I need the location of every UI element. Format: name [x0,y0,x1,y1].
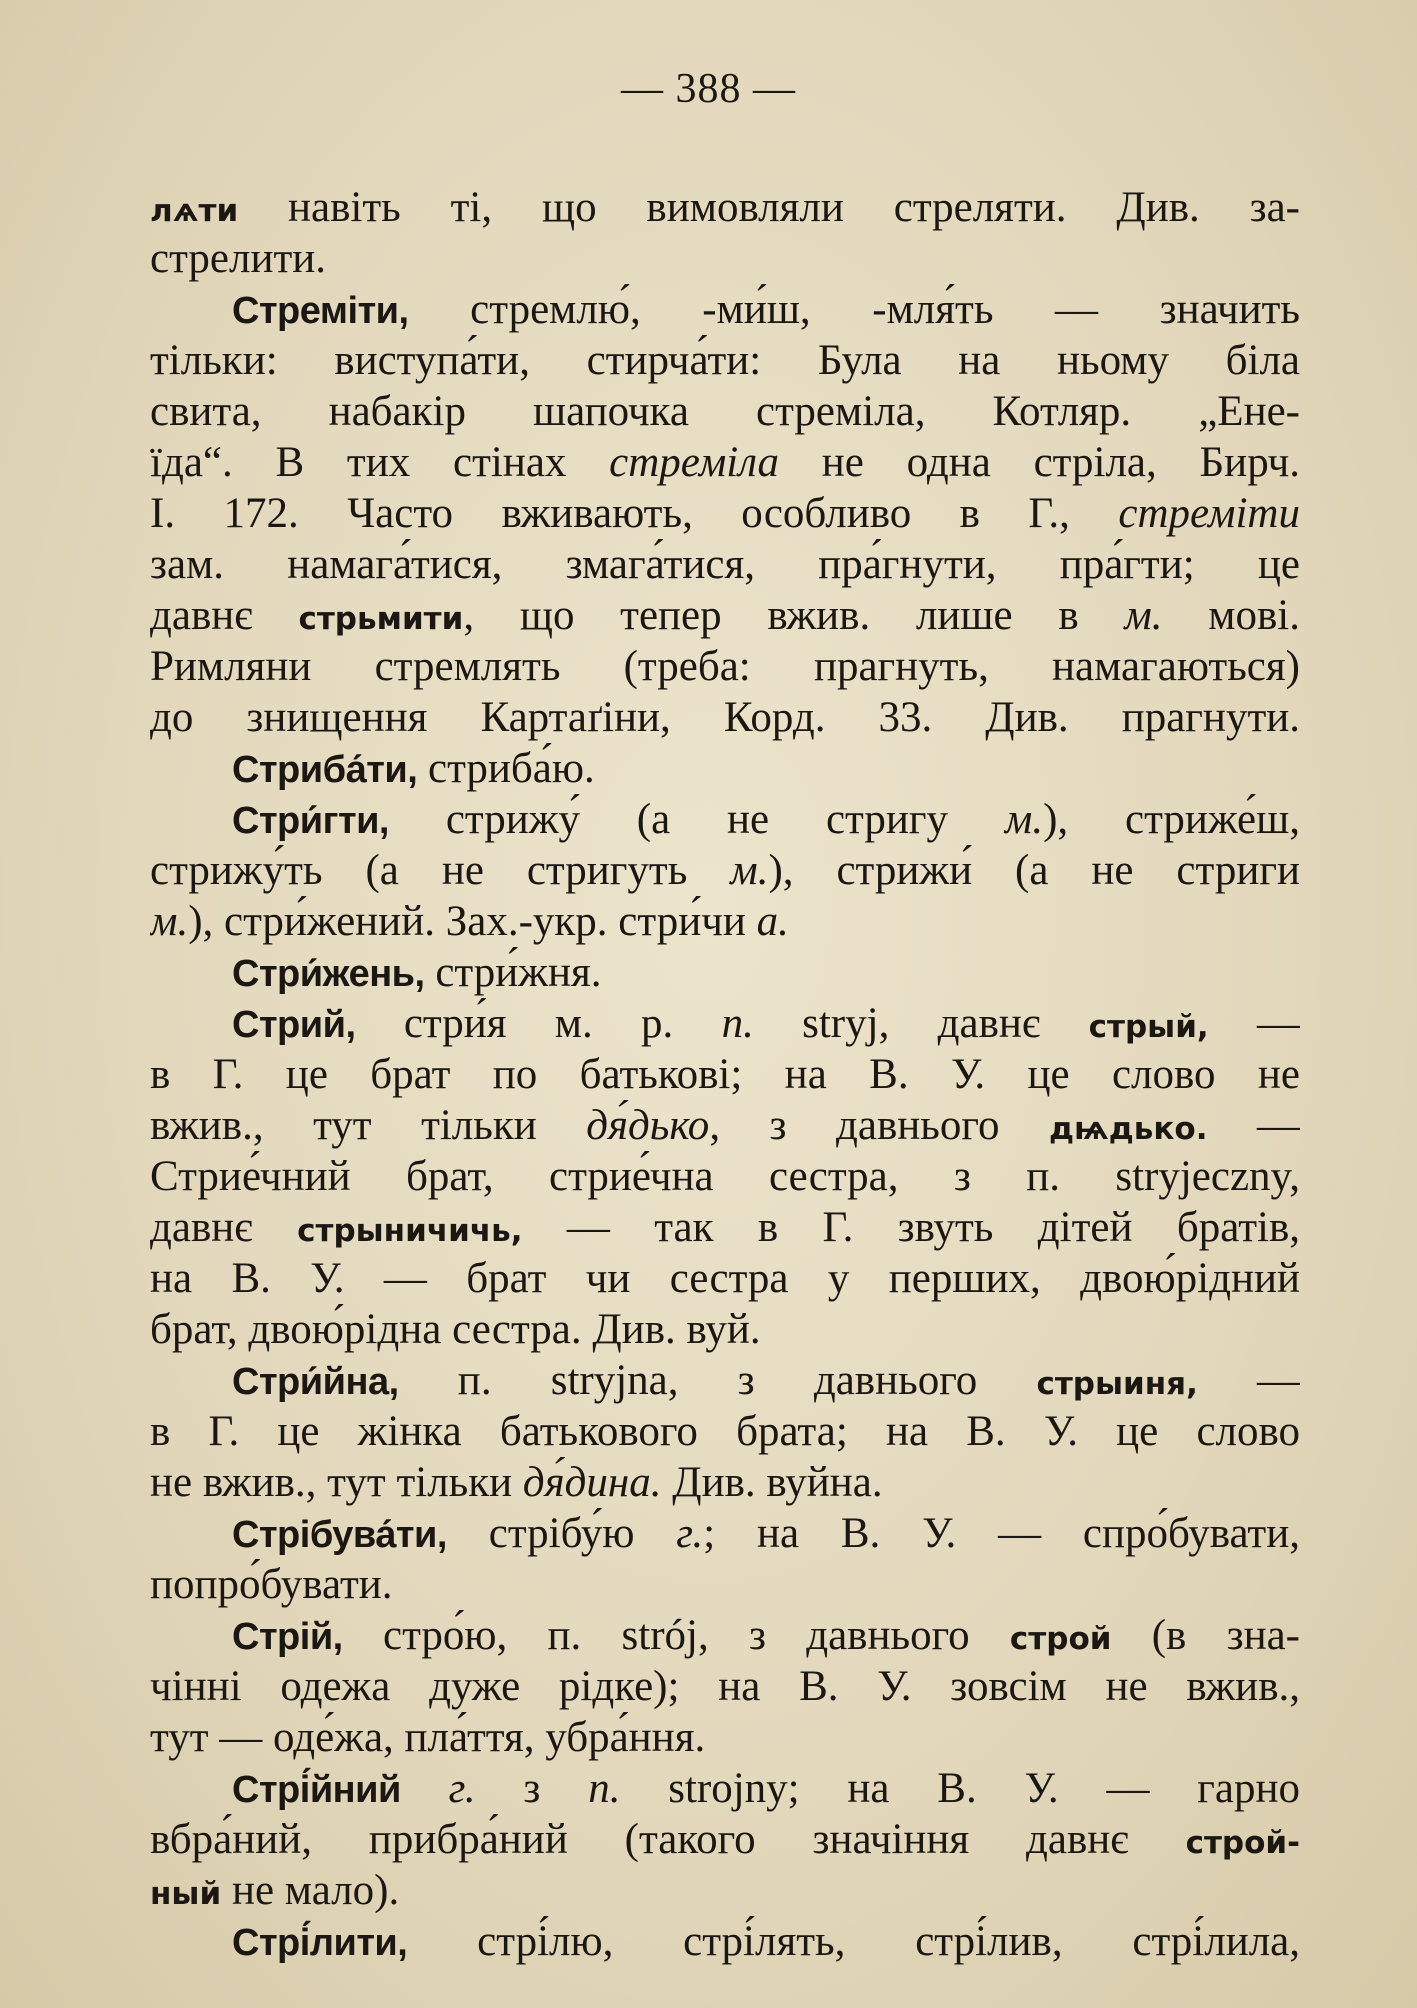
text-line [150,641,1300,692]
headword: Стриба́ти, [232,749,418,791]
text-run: ), стри́жений. Зах.-укр. стри́чи [188,898,757,945]
text-run: давнє [150,592,299,639]
old-slavonic-form: строй [1009,1621,1112,1657]
text-line [150,1916,1300,1967]
old-slavonic-form: стрыничичь, [297,1213,523,1249]
text-run: до знищення Картаґіни, Корд. 33. Див. прагнути. [150,694,1300,741]
text-run: ), стрижи́ (а не стриги [768,847,1300,894]
italic-term: м. [1004,796,1044,843]
headword: Стрі́йний [232,1769,401,1811]
text-run: навіть ті, що вимовляли стреляти. Див. за- [238,184,1300,231]
text-run: не одна стріла, Бирч. [779,439,1300,486]
text-run: ), стриже́ш, [1043,796,1300,843]
text-run: п. stryjna, з давнього [398,1357,1037,1404]
entries-text-block [150,182,1300,1967]
text-run: стрелити. [150,235,327,282]
text-run: стрі́лю, стрі́лять, стрі́лив, стрі́лила, [407,1918,1300,1965]
old-slavonic-form: лѧти [150,193,239,229]
text-line [150,1406,1300,1457]
text-run: Див. вуйна. [661,1459,883,1506]
text-run: чінні одежа дуже рідке); на В. У. зовсім не вжив., [150,1663,1300,1710]
text-run: стриба́ю. [417,745,595,792]
text-line [150,488,1300,539]
text-run: брат, двою́рідна сестра. Див. вуй. [150,1306,761,1353]
text-line [150,947,1300,998]
text-line [150,1559,1300,1610]
text-run: стри́я м. р. [355,1000,722,1047]
italic-term: г. [448,1765,476,1812]
old-slavonic-form: стрый, [1088,1009,1209,1045]
text-run: свита, набакір шапочка стреміла, Котляр. „Ене- [150,388,1300,435]
text-run: стрижу́ (а не стригу [388,796,1005,843]
text-run: не мало). [221,1867,400,1914]
italic-term: дя́дько [586,1102,710,1149]
text-run: в Г. це брат по батькові; на В. У. це слово не [150,1051,1300,1098]
text-line [150,1457,1300,1508]
text-run: в Г. це жінка батькового брата; на В. У. це слово [150,1408,1300,1455]
headword: Стрий, [232,1004,356,1046]
text-run: — [1197,1357,1300,1404]
text-line [150,743,1300,794]
italic-term: стреміти [1118,490,1300,537]
text-line [150,386,1300,437]
text-line [150,1100,1300,1151]
text-run: стрижу́ть (а не стригуть [150,847,731,894]
text-line [150,1202,1300,1253]
text-run: мові. [1162,592,1300,639]
text-run: з [475,1765,589,1812]
text-run: тут — оде́жа, пла́ття, убра́ння. [150,1714,706,1761]
text-line [150,1355,1300,1406]
old-slavonic-form: ный [150,1876,222,1912]
headword: Стрі́лити, [232,1922,408,1964]
text-line [150,1151,1300,1202]
text-run: ; на В. У. — спро́бувати, [703,1510,1300,1557]
text-run: Римляни стремлять (треба: прагнуть, намагаються) [150,643,1300,690]
italic-term: п. [588,1765,621,1812]
text-line [150,692,1300,743]
old-slavonic-form: строй- [1185,1825,1300,1861]
headword: Стри́йна, [232,1361,399,1403]
text-run: давнє [150,1204,298,1251]
text-line [150,437,1300,488]
headword: Стреміти, [232,290,409,332]
text-run [401,1765,449,1812]
text-run: Стрие́чний брат, стрие́чна сестра, з п. stryjeczny, [150,1153,1300,1200]
italic-term: дя́дина. [522,1459,662,1506]
text-line [150,335,1300,386]
text-run: stryj, давнє [753,1000,1089,1047]
text-line [150,590,1300,641]
text-run: — [1207,1102,1300,1149]
italic-term: г. [676,1510,704,1557]
text-run: стремлю́, -ми́ш, -мля́ть — значить [408,286,1300,333]
text-run: — [1208,1000,1300,1047]
text-run: , з давнього [709,1102,1049,1149]
text-line [150,845,1300,896]
italic-term: п. [721,1000,754,1047]
text-line [150,1661,1300,1712]
text-run: вжив., тут тільки [150,1102,587,1149]
text-run: I. 172. Часто вживають, особливо в Г., [150,490,1119,537]
text-run: не вжив., тут тільки [150,1459,523,1506]
text-line [150,1508,1300,1559]
page-number: — 388 — [621,66,796,112]
italic-term: м. [150,898,189,945]
text-run: — так в Г. звуть дітей братів, [522,1204,1300,1251]
italic-term: м. [730,847,769,894]
headword: Стри́жень, [232,953,425,995]
text-run: strojny; на В. У. — гарно [620,1765,1300,1812]
text-line [150,1049,1300,1100]
italic-term: м. [1124,592,1163,639]
headword: Стрібува́ти, [232,1514,447,1556]
old-slavonic-form: дѩдько. [1048,1111,1208,1147]
text-run: зам. намага́тися, змага́тися, пра́гнути, пра́гти; це [150,541,1300,588]
italic-term: стреміла [609,439,779,486]
old-slavonic-form: стрыиня, [1036,1366,1198,1402]
text-run: тільки: виступа́ти, стирча́ти: Була на ньому біла [150,337,1300,384]
text-line [150,182,1300,233]
text-line [150,896,1300,947]
text-line [150,1865,1300,1916]
text-run: стрібу́ю [446,1510,677,1557]
text-line [150,1763,1300,1814]
text-run: їда“. В тих стінах [150,439,610,486]
text-run: , що тепер вжив. лише в [463,592,1125,639]
old-slavonic-form: стрьмити [298,601,464,637]
text-line [150,1253,1300,1304]
headword: Стри́гти, [232,800,389,842]
text-line [150,284,1300,335]
italic-term: а. [756,898,789,945]
text-line [150,1814,1300,1865]
headword: Стрій, [232,1616,343,1658]
text-run: (в зна- [1111,1612,1300,1659]
text-line [150,1610,1300,1661]
text-run: на В. У. — брат чи сестра у перших, двою́рідний [150,1255,1300,1302]
text-line [150,1304,1300,1355]
text-run: стри́жня. [424,949,602,996]
text-run: попро́бувати. [150,1561,393,1608]
text-line [150,794,1300,845]
text-line [150,1712,1300,1763]
text-run: вбра́ний, прибра́ний (такого значіння давнє [150,1816,1186,1863]
text-line [150,539,1300,590]
text-line [150,998,1300,1049]
text-line [150,233,1300,284]
text-run: стро́ю, п. strój, з давнього [342,1612,1010,1659]
